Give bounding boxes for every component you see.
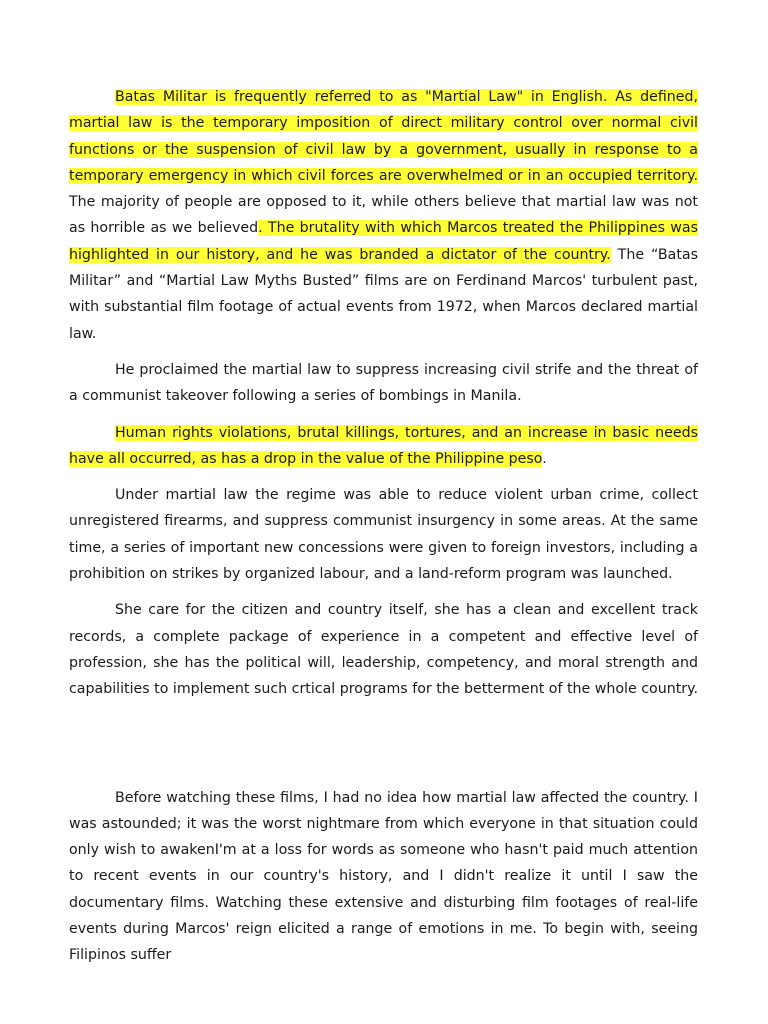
paragraph-citizen-care bbox=[69, 597, 698, 702]
paragraph-regime-effects bbox=[69, 482, 698, 587]
paragraph-proclamation bbox=[69, 357, 698, 410]
blank-space bbox=[69, 713, 698, 785]
body-text: The “Batas Militar” and “Martial Law Myths Busted” films are on Ferdinand Marcos' turbulent past, with substantial film footage of actual events from 1972, when Marcos declared martial law. bbox=[69, 246, 698, 342]
highlighted-text: Human rights violations, brutal killings, tortures, and an increase in basic needs have all occurred, as has a drop in the value of the Philippine peso bbox=[69, 424, 698, 467]
body-text: She care for the citizen and country itself, she has a clean and excellent track records, a complete package of experience in a competent and effective level of profession, she has the political will, leadership, competency, and moral strength and capabilities to implement such crtical programs for the betterment of the whole country. bbox=[69, 602, 698, 698]
paragraph-human-rights bbox=[69, 420, 698, 473]
paragraph-reflection bbox=[69, 785, 698, 969]
highlighted-text: Batas Militar is frequently referred to as "Martial Law" in English. As defined, martial law is the temporary imposition of direct military control over normal civil functions or the suspension of civil law by a government, usually in response to a temporary emergency in which civil forces are overwhelmed or in an occupied territory. bbox=[69, 89, 698, 184]
body-text: Under martial law the regime was able to reduce violent urban crime, collect unregistered firearms, and suppress communist insurgency in some areas. At the same time, a series of important new concessions were given to foreign investors, including a prohibition on strikes by organized labour, and a land-reform program was launched. bbox=[69, 487, 698, 583]
body-text: The majority of people are opposed to it, while others believe that martial law was not as horrible as we believed bbox=[69, 194, 698, 237]
body-text: Before watching these films, I had no idea how martial law affected the country. I was astounded; it was the worst nightmare from which everyone in that situation could only wish to awakenI'm at a loss for words as someone who hasn't paid much attention to recent events in our country's history, and I didn't realize it until I saw the documentary films. Watching these extensive and disturbing film footages of real-life events during Marcos' reign elicited a range of emotions in me. To begin with, seeing Filipinos suffer bbox=[69, 789, 698, 964]
paragraph-martial-law-definition bbox=[69, 84, 698, 347]
highlighted-text: . The brutality with which Marcos treated the Philippines was highlighted in our history, and he was branded a dictator of the country. bbox=[69, 220, 698, 263]
body-text: . bbox=[542, 450, 547, 467]
body-text: He proclaimed the martial law to suppress increasing civil strife and the threat of a communist takeover following a series of bombings in Manila. bbox=[69, 361, 698, 405]
